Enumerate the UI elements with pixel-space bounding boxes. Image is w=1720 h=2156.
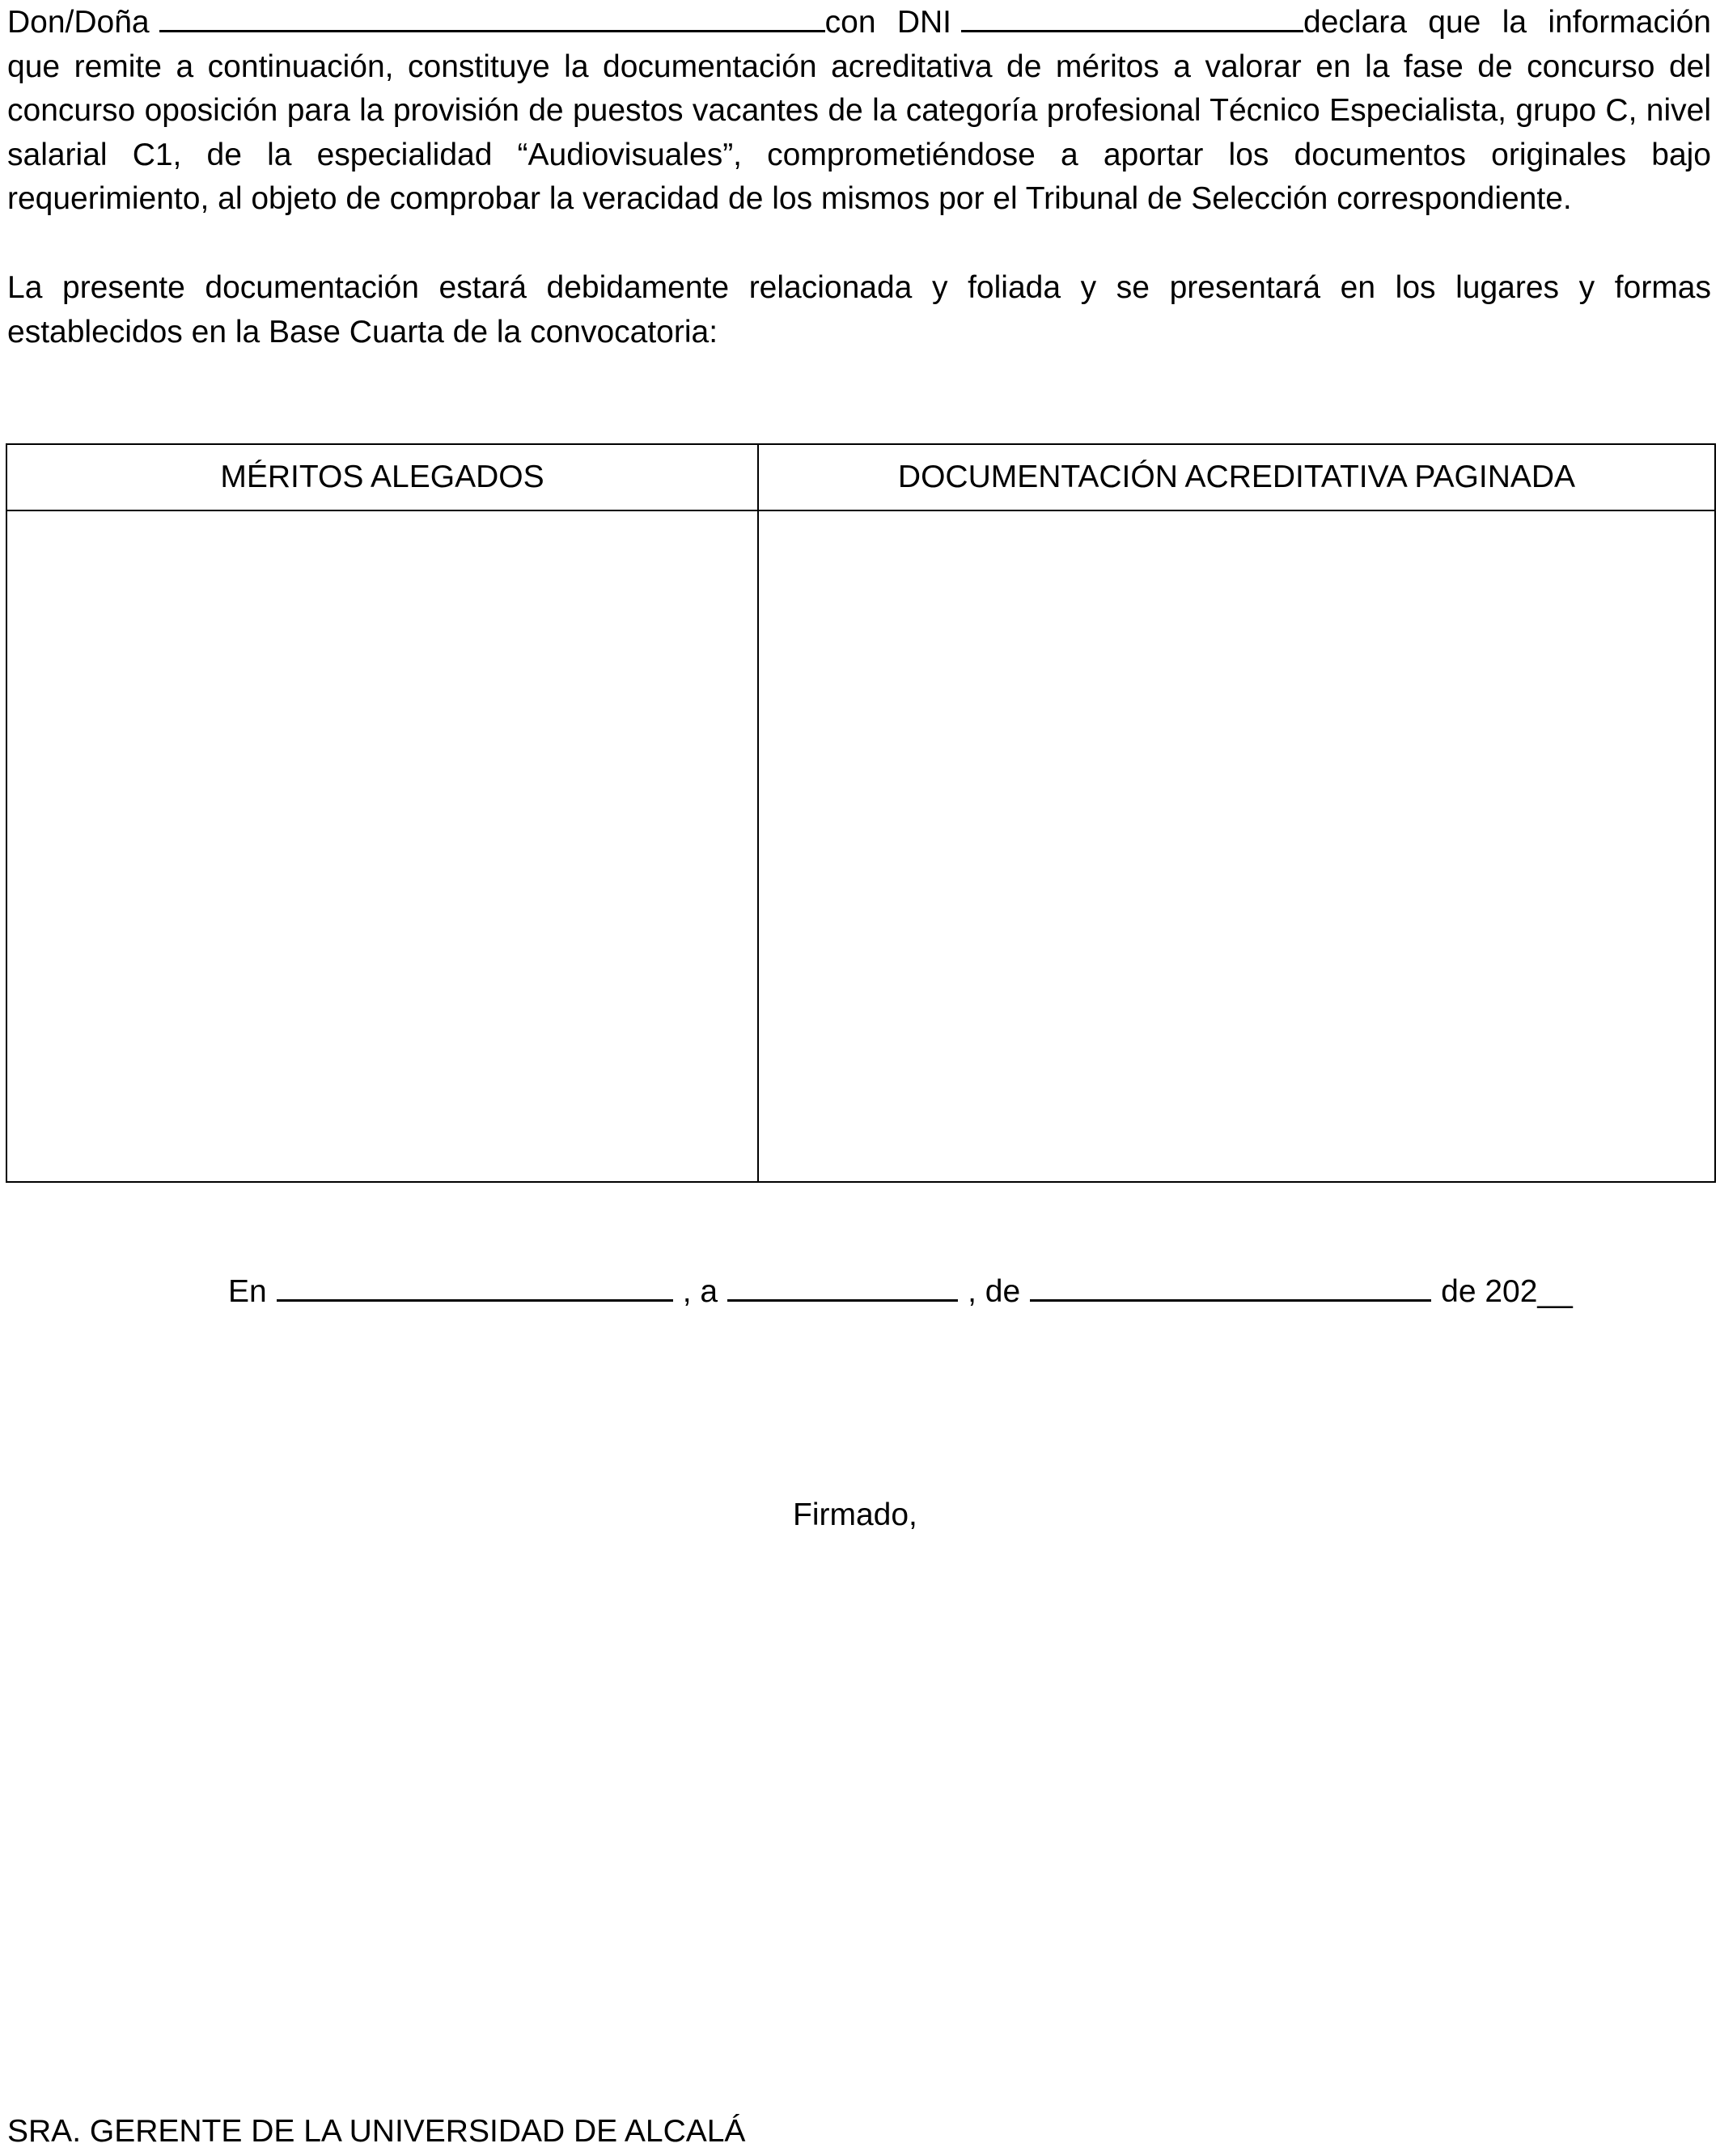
month-field[interactable]: [1030, 1270, 1431, 1302]
de-label: , de: [968, 1274, 1021, 1309]
signature-label: Firmado,: [793, 1497, 917, 1532]
don-dona-label: Don/Doña: [7, 5, 150, 40]
place-field[interactable]: [277, 1270, 673, 1302]
year-label: de 202__: [1441, 1274, 1573, 1309]
addressee: SRA. GERENTE DE LA UNIVERSIDAD DE ALCALÁ: [7, 2114, 746, 2149]
declaration-text: declara que la información que remite a continuación, constituye la documentación acreditativa de méritos a valorar en la fase de concurso del concurso oposición para la provisión de puestos vacantes de la categoría profesional Técnico Especialista, grupo C, nivel salarial C1, de la especialidad “Audiovisuales”, comprometiéndose a aportar los documentos originales bajo requerimiento, al objeto de comprobar la veracidad de los mismos por el Tribunal de Selección correspondiente.: [7, 5, 1711, 216]
meritos-cell[interactable]: [6, 510, 758, 1182]
documentacion-cell[interactable]: [758, 510, 1715, 1182]
place-date-line: [228, 1270, 1573, 1314]
name-field[interactable]: [159, 1, 825, 32]
table-row: [6, 510, 1715, 1182]
con-dni-label: con DNI: [824, 5, 952, 40]
day-field[interactable]: [727, 1270, 958, 1302]
header-meritos-alegados: MÉRITOS ALEGADOS: [6, 444, 758, 510]
header-documentacion-acreditativa: DOCUMENTACIÓN ACREDITATIVA PAGINADA: [758, 444, 1715, 510]
en-label: En: [228, 1274, 267, 1309]
dni-field[interactable]: [961, 1, 1303, 32]
presentation-paragraph: La presente documentación estará debidamente relacionada y foliada y se presentará en los lugares y formas establecidos en la Base Cuarta de la convocatoria:: [7, 270, 1711, 349]
declaration-paragraph: [7, 1, 1711, 222]
merits-table: [6, 443, 1716, 1183]
table-header-row: [6, 444, 1715, 510]
a-label: , a: [682, 1274, 718, 1309]
